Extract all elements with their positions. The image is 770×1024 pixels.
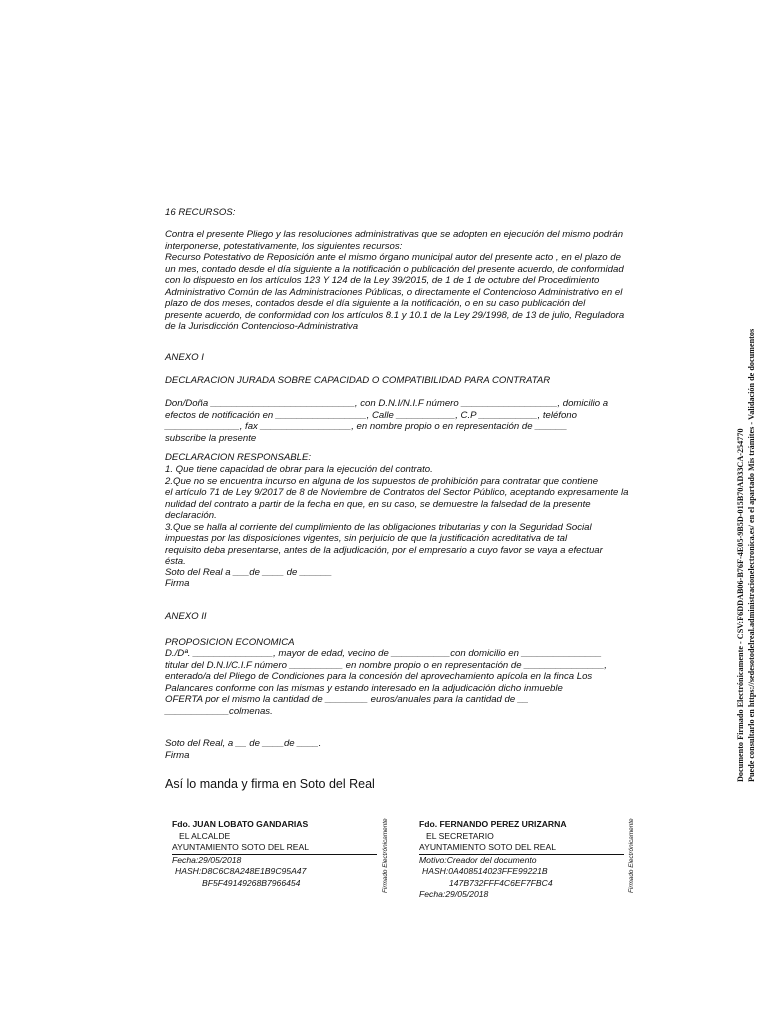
declaracion-line: declaración. bbox=[165, 510, 217, 521]
anexo2-line: D./Dª. _______________, mayor de edad, vecino de ___________con domicilio en _______________ bbox=[165, 648, 602, 659]
recursos-line: interponerse, potestativamente, los siguientes recursos: bbox=[165, 240, 403, 252]
anexo1-heading: ANEXO I bbox=[165, 352, 204, 363]
signer-entity: AYUNTAMIENTO SOTO DEL REAL bbox=[172, 842, 377, 855]
anexo1-intro-line: ______________, fax _________________, en nombre propio o en representación de ______ bbox=[165, 421, 568, 432]
anexo2-title: PROPOSICION ECONOMICA bbox=[165, 637, 295, 648]
validation-note-url: Puede consultarlo en https://sedesotodelreal.administracionelectronica.es/ en el apartado Mis trámites - Validación de documentos bbox=[747, 328, 756, 782]
declaracion-line: 1. Que tiene capacidad de obrar para la ejecución del contrato. bbox=[165, 464, 433, 475]
signature-hash: HASH:0A408514023FFE99221B bbox=[422, 866, 548, 876]
anexo2-firma: Firma bbox=[165, 750, 190, 761]
signature-date: Fecha:29/05/2018 bbox=[419, 889, 489, 899]
anexo2-line: Palancares conforme con las mismas y estando interesado en la adjudicación dicho inmueble bbox=[165, 682, 563, 694]
recursos-line: con lo dispuesto en los artículos 123 Y 124 de la Ley 39/2015, de 1 de 1 de octubre del Procedimiento bbox=[165, 275, 600, 286]
declaracion-line: 3.Que se halla al corriente del cumplimiento de las obligaciones tributarias y con la Seguridad Social bbox=[165, 521, 592, 533]
signer-role: EL ALCALDE bbox=[179, 830, 231, 841]
recursos-line: un mes, contado desde el día siguiente a la notificación o publicación del presente acuerdo, de conformidad bbox=[165, 263, 624, 275]
declaracion-heading: DECLARACION RESPONSABLE: bbox=[165, 452, 312, 463]
signature-block-alcalde bbox=[172, 819, 382, 889]
anexo1-intro-line: efectos de notificación en _________________, Calle ___________, C.P ___________, teléfono bbox=[165, 409, 577, 421]
recursos-line: plazo de dos meses, contados desde el día siguiente a la notificación, o en su caso publicación del bbox=[165, 298, 586, 309]
signer-role: EL SECRETARIO bbox=[426, 830, 494, 841]
declaracion-line: impuestas por las disposiciones vigentes, sin perjuicio de que la justificación acreditativa de tal bbox=[165, 533, 568, 544]
signature-reason: Motivo:Creador del documento bbox=[419, 854, 537, 865]
recursos-line: Recurso Potestativo de Reposición ante el mismo órgano municipal autor del presente acto , en el plazo de bbox=[165, 252, 621, 263]
anexo2-heading: ANEXO II bbox=[165, 611, 207, 622]
closing-statement: Así lo manda y firma en Soto del Real bbox=[165, 777, 375, 791]
signature-hash: HASH:D8C6C8A248E1B9C95A47 bbox=[175, 866, 307, 876]
validation-note-csv: Documento Firmado Electrónicamente - CSV:F6DDAB06-B76F-4E05-9B5D-015B70AD33CA-254770 bbox=[736, 428, 745, 782]
declaracion-line: ésta. bbox=[165, 556, 186, 567]
anexo1-intro-line: Don/Doña ___________________________, con D.N.I/N.I.F número __________________, domicilio a bbox=[165, 398, 609, 409]
anexo1-intro bbox=[165, 398, 670, 444]
electronic-signature-stamp: Firmado Electrónicamente bbox=[382, 818, 389, 893]
declaracion-line: el artículo 71 de Ley 9/2017 de 8 de Noviembre de Contratos del Sector Público, aceptando expresamente la bbox=[165, 487, 629, 498]
signature-hash-cont: 147B732FFF4C6EF7FBC4 bbox=[449, 877, 553, 888]
signer-entity: AYUNTAMIENTO SOTO DEL REAL bbox=[419, 842, 624, 855]
electronic-signature-stamp: Firmado Electrónicamente bbox=[628, 818, 635, 893]
signature-block-secretario bbox=[419, 819, 629, 901]
anexo2-fecha: Soto del Real, a __ de ____de ____. bbox=[165, 738, 322, 749]
anexo2-line: enterado/a del Pliego de Condiciones para la concesión del aprovechamiento apícola en la finca Los bbox=[165, 671, 593, 682]
anexo1-title: DECLARACION JURADA SOBRE CAPACIDAD O COMPATIBILIDAD PARA CONTRATAR bbox=[165, 375, 551, 386]
declaracion-line: 2.Que no se encuentra incurso en alguna de los supuestos de prohibición para contratar que contiene bbox=[165, 475, 599, 487]
recursos-line: Administrativo Común de las Administraciones Públicas, o directamente el Contencioso Administrativo en el bbox=[165, 286, 623, 298]
recursos-line: presente acuerdo, de conformidad con los artículos 8.1 y 10.1 de la Ley 29/1998, de 13 de julio, Reguladora bbox=[165, 309, 625, 321]
anexo2-line: ____________colmenas. bbox=[165, 705, 273, 717]
anexo1-fecha: Soto del Real a ___de ____ de ______ bbox=[165, 567, 332, 578]
signature-date: Fecha:29/05/2018 bbox=[172, 854, 242, 865]
anexo1-intro-line: subscribe la presente bbox=[165, 432, 257, 444]
recursos-heading: 16 RECURSOS: bbox=[165, 207, 236, 218]
anexo1-firma: Firma bbox=[165, 578, 190, 589]
anexo2-body bbox=[165, 648, 670, 717]
recursos-line: de la Jurisdicción Contencioso-Administrativa bbox=[165, 321, 359, 332]
anexo2-line: titular del D.N.I/C.I.F número __________ en nombre propio o en representación de _______________, bbox=[165, 659, 607, 671]
declaracion-line: requisito deba presentarse, antes de la adjudicación, por el empresario a cuyo favor se vaya a efectuar bbox=[165, 544, 603, 556]
signer-name: Fdo. JUAN LOBATO GANDARIAS bbox=[172, 819, 309, 829]
recursos-line: Contra el presente Pliego y las resoluciones administrativas que se adopten en ejecución del mismo podrán bbox=[165, 229, 624, 240]
anexo2-line: OFERTA por el mismo la cantidad de ________ euros/anuales para la cantidad de __ bbox=[165, 694, 529, 705]
declaracion-body bbox=[165, 464, 670, 568]
signature-hash-cont: BF5F49149268B7966454 bbox=[202, 877, 301, 888]
validation-note bbox=[735, 329, 757, 782]
signer-name: Fdo. FERNANDO PEREZ URIZARNA bbox=[419, 819, 567, 829]
recursos-body bbox=[165, 229, 670, 333]
declaracion-line: nulidad del contrato a partir de la fecha en que, en su caso, se demuestre la falsedad de la presente bbox=[165, 498, 591, 510]
